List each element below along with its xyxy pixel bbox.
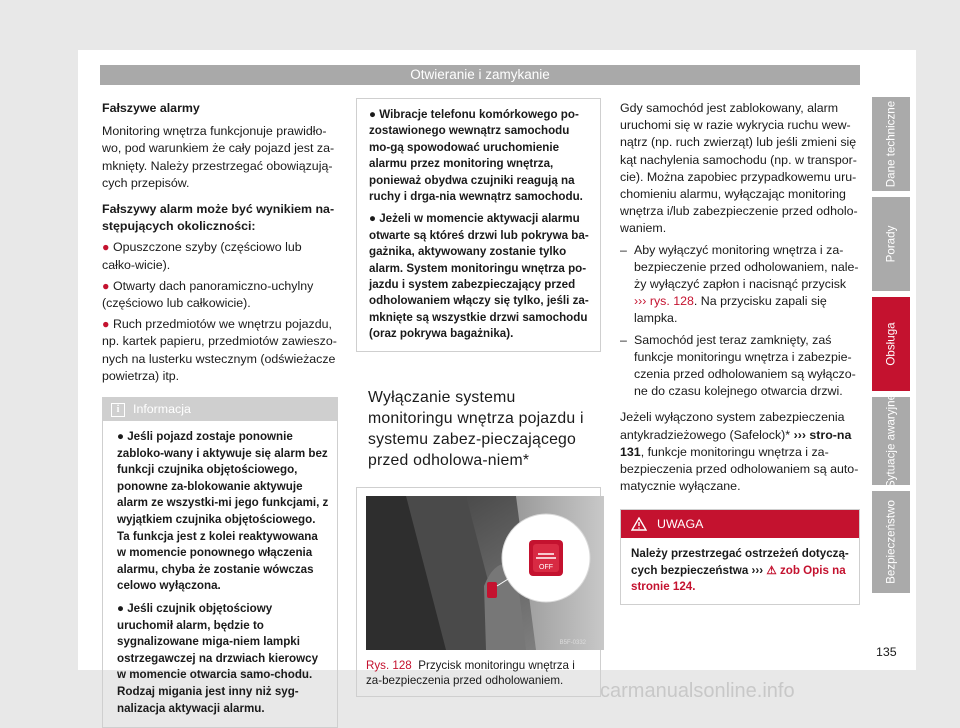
paragraph: Gdy samochód jest zablokowany, alarm uruchomi się w razie wykrycia ruchu wew-nątrz (np. ruch zwierząt) lub jeśli zmieni się kąt nachylenia samochodu (np. w transpor-cie). Można zapobiec przypadkowemu uru-chomieniu alarmu, wyłączając monitoring wnętrza i/lub zabezpieczenie przed odholo-waniem. bbox=[620, 101, 858, 236]
warning-triangle-icon: ⚠ bbox=[766, 563, 777, 577]
info-box-title: Informacja bbox=[133, 401, 191, 416]
tab-obsluga[interactable]: Obsługa bbox=[872, 297, 910, 391]
figure-code: B5F-0332 bbox=[559, 639, 586, 646]
figure-link[interactable]: ››› rys. 128 bbox=[634, 294, 694, 309]
list-item: ● Opuszczone szyby (częściowo lub całko-wicie). bbox=[102, 240, 302, 272]
off-button-label: OFF bbox=[539, 563, 553, 571]
column-1 bbox=[102, 100, 338, 728]
section-heading-deactivation: Wyłączanie systemu monitoringu wnętrza pojazdu i systemu zabez-pieczającego przed odholowa-niem* bbox=[368, 388, 584, 469]
info-box-header bbox=[103, 398, 337, 421]
list-item: – Aby wyłączyć monitoring wnętrza i za-bezpieczenie przed odholowaniem, nale-ży wyłączyć zapłon i nacisnąć przycisk ››› rys. 128. Na przycisku zapali się lampka. bbox=[620, 242, 859, 326]
door-pillar-illustration bbox=[366, 496, 604, 650]
tab-dane-techniczne[interactable]: Dane techniczne bbox=[872, 97, 910, 191]
bullet-icon: ● bbox=[102, 278, 113, 293]
info-box-body bbox=[103, 421, 337, 727]
paragraph: Monitoring wnętrza funkcjonuje prawidło-wo, pod warunkiem że cały pojazd jest za-mknięty. Należy przestrzegać obowiązują-cych przepisów. bbox=[102, 124, 335, 190]
list-item: ● Jeżeli w momencie aktywacji alarmu otwarte są któreś drzwi lub pokrywa ba-gażnika, aktywowany zostanie tylko alarm. System monitoringu wnętrza po-jazdu i system zabezpieczający przed odholowaniem włączy się tylko, jeśli za-mknięte są wszystkie drzwi samochodu (oraz pokrywa bagażnika). bbox=[369, 212, 589, 341]
warning-box-body: Należy przestrzegać ostrzeżeń dotyczą-cych bezpieczeństwa ››› ⚠ zob Opis na stronie 124. bbox=[631, 547, 849, 594]
page-header: Otwieranie i zamykanie bbox=[100, 65, 860, 85]
tab-porady[interactable]: Porady bbox=[872, 197, 910, 291]
warning-box-title: UWAGA bbox=[657, 516, 704, 531]
page-link[interactable]: zob Opis na stronie 124. bbox=[631, 563, 846, 594]
warning-triangle-icon bbox=[631, 517, 647, 531]
figure-caption: Rys. 128 Przycisk monitoringu wnętrza i za-bezpieczenia przed odholowaniem. bbox=[366, 658, 575, 687]
paragraph-bold: Fałszywy alarm może być wynikiem na-stępujących okoliczności: bbox=[102, 202, 335, 234]
figure-image bbox=[366, 496, 604, 650]
info-icon: i bbox=[111, 403, 125, 417]
section-heading-false-alarms: Fałszywe alarmy bbox=[102, 101, 200, 115]
page-number: 135 bbox=[876, 645, 897, 659]
paragraph: Jeżeli wyłączono system zabezpieczenia antykradzieżowego (Safelock)* ››› stro-na 131, funkcje monitoringu wnętrza i za-bezpieczenia przed odholowaniem są auto-matycznie wyłączane. bbox=[620, 410, 859, 494]
list-item: – Samochód jest teraz zamknięty, zaś funkcje monitoringu wnętrza i zabezpie-czenia przed odholowaniem są wyłączo-ne do czasu kolejnego otwarcia drzwi. bbox=[620, 332, 856, 399]
figure-box bbox=[356, 487, 601, 697]
warning-box-header bbox=[621, 510, 859, 538]
column-3 bbox=[620, 100, 860, 605]
tab-bezpieczenstwo[interactable]: Bezpieczeństwo bbox=[872, 491, 910, 593]
list-item: ● Otwarty dach panoramiczno-uchylny (częściowo lub całkowicie). bbox=[102, 278, 314, 311]
list-item: ● Ruch przedmiotów we wnętrzu pojazdu, np. kartek papieru, przedmiotów zawieszo-nych na lusterku wstecznym (odświeżacze powietrza) itp. bbox=[102, 317, 337, 383]
figure-ref: Rys. 128 bbox=[366, 658, 412, 672]
bullet-icon: ● bbox=[102, 317, 113, 332]
page-link[interactable]: ››› stro-na 131 bbox=[620, 427, 852, 459]
info-box-continued bbox=[356, 98, 601, 352]
info-box bbox=[102, 397, 338, 728]
list-item: ● Jeśli czujnik objętościowy uruchomił alarm, będzie to sygnalizowane miga-niem lampki ostrzegawczej na drzwiach kierowcy w momencie otwarcia samo-chodu. Rodzaj migania jest inny niż syg-nalizacja aktywacji alarmu. bbox=[117, 601, 319, 715]
watermark: carmanualsonline.info bbox=[600, 680, 795, 702]
column-2 bbox=[356, 100, 601, 697]
warning-box bbox=[620, 509, 860, 604]
list-item: ● Wibracje telefonu komórkowego po-zostawionego wewnątrz samochodu mo-gą spowodować uruchomienie alarmu przez monitoring wnętrza, ponieważ obydwa czujniki reagują na ruchy i drga-nia wewnątrz samochodu. bbox=[369, 108, 583, 204]
list-item: ● Jeśli pojazd zostaje ponownie zabloko-wany i aktywuje się alarm bez funkcji czujnika objętościowego, ponowne za-blokowanie aktywuje alarm ze wszystki-mi jego funkcjami, z wyjątkiem czujnika objętościowego. Ta funkcja jest z kolei reaktywowana w momencie ponownego włączenia alarmu, chyba że zostanie wówczas celowo wyłączona. bbox=[117, 430, 329, 593]
bullet-icon: ● bbox=[102, 240, 113, 255]
tab-sytuacje-awaryjne[interactable]: Sytuacje awaryjne bbox=[872, 397, 910, 485]
